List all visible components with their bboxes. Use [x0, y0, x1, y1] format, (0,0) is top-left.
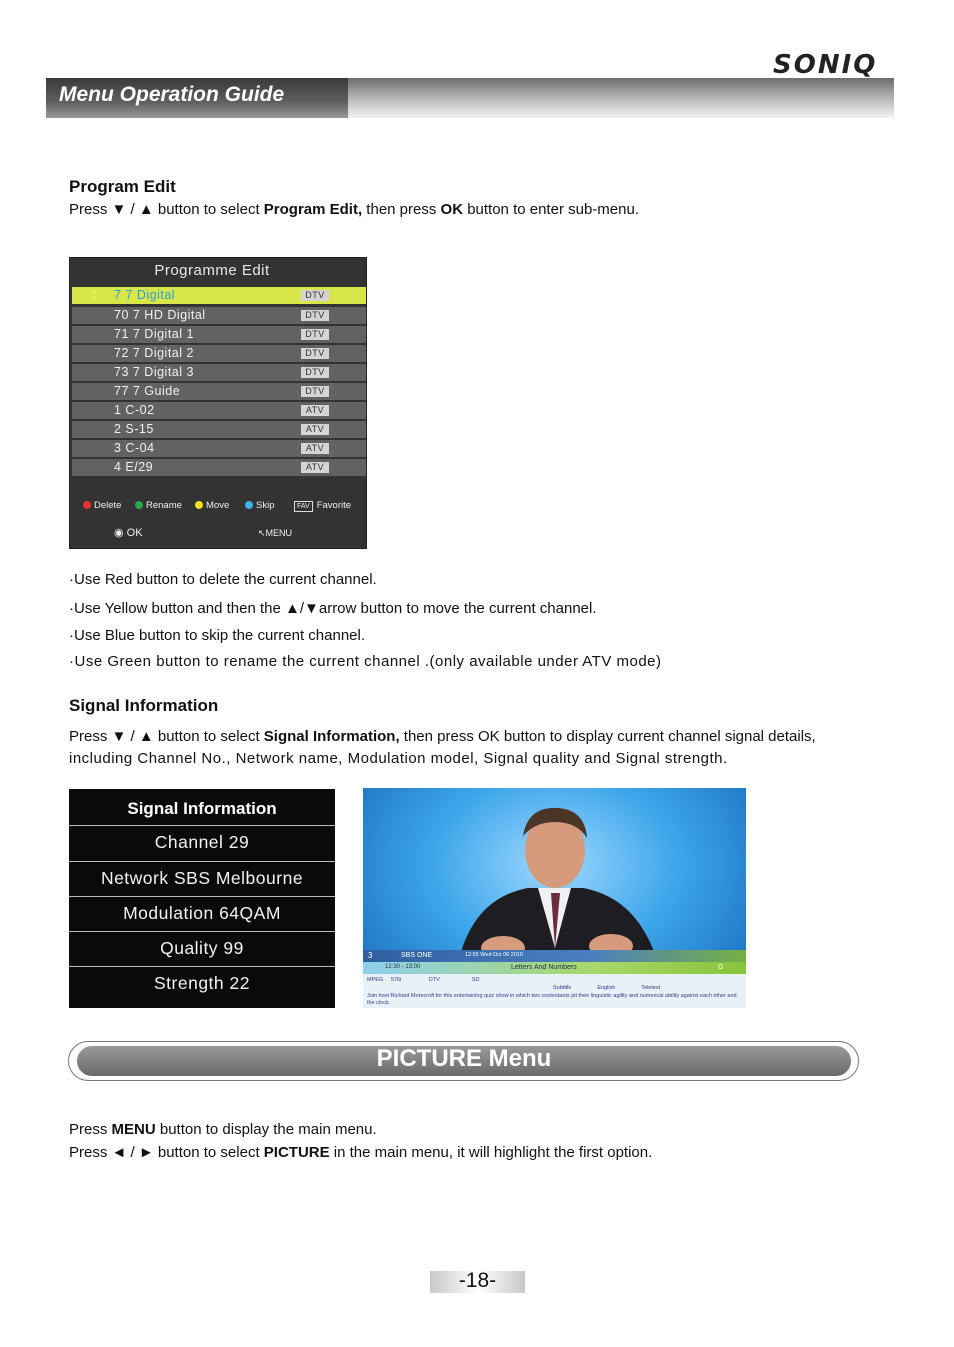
- channel-name: 73 7 Digital 3: [114, 365, 194, 379]
- channel-list-item[interactable]: [72, 307, 366, 324]
- channel-type-badge: DTV: [301, 367, 329, 378]
- channel-type-badge: ATV: [301, 462, 329, 473]
- signal-row-modulation: Modulation 64QAM: [69, 896, 335, 930]
- programme-edit-title: Programme Edit: [154, 262, 270, 279]
- program-edit-heading: Program Edit: [69, 177, 176, 196]
- channel-type-badge: DTV: [301, 290, 329, 301]
- note-yellow: ·Use Yellow button and then the ▲/▼arrow button to move the current channel.: [69, 600, 597, 617]
- signal-row-network: Network SBS Melbourne: [69, 861, 335, 895]
- signal-row-channel: Channel 29: [69, 825, 335, 859]
- signal-information-instruction: Press ▼ / ▲ button to select Signal Information, then press OK button to display current channel signal details,: [69, 728, 816, 745]
- channel-name: 72 7 Digital 2: [114, 346, 194, 360]
- programme-edit-panel: [69, 257, 367, 549]
- ok-button-icon: ◉: [114, 527, 124, 539]
- channel-type-badge: DTV: [301, 386, 329, 397]
- signal-information-title: Signal Information: [127, 799, 277, 818]
- channel-list-item[interactable]: [72, 459, 366, 476]
- legend-delete: Delete: [83, 500, 121, 511]
- picture-menu-line2: Press ◄ / ► button to select PICTURE in the main menu, it will highlight the first option.: [69, 1144, 653, 1161]
- channel-name: 77 7 Guide: [114, 384, 181, 398]
- channel-list-item[interactable]: [72, 345, 366, 362]
- channel-name: 7 7 Digital: [114, 288, 176, 302]
- channel-list-item[interactable]: [72, 287, 366, 304]
- channel-list-item[interactable]: [72, 326, 366, 343]
- osd-program-bar: 12:30 - 13:00 Letters And Numbers G: [363, 962, 746, 974]
- channel-type-badge: DTV: [301, 348, 329, 359]
- yellow-dot-icon: [195, 501, 203, 509]
- osd-details: MPEG 576i DTV SD Subtitle English Teletext Join host Richard Morecroft for this entertaining quiz show in which two contestants pit their linguistic agility and numerical ability against each other and the clock.: [363, 974, 746, 1008]
- channel-name: 4 E/29: [114, 460, 154, 474]
- channel-name: 70 7 HD Digital: [114, 308, 206, 322]
- channel-list-item[interactable]: [72, 383, 366, 400]
- channel-type-badge: DTV: [301, 329, 329, 340]
- channel-type-badge: ATV: [301, 424, 329, 435]
- channel-list-item[interactable]: [72, 440, 366, 457]
- legend-move: Move: [195, 500, 229, 511]
- green-dot-icon: [135, 501, 143, 509]
- page-title: Menu Operation Guide: [59, 83, 285, 106]
- signal-row-quality: Quality 99: [69, 931, 335, 965]
- channel-list-item[interactable]: [72, 364, 366, 381]
- brand-logo: SONIQ: [773, 50, 878, 80]
- channel-list-item[interactable]: [72, 421, 366, 438]
- signal-information-instruction-line2: including Channel No., Network name, Modulation model, Signal quality and Signal strength.: [69, 750, 728, 767]
- signal-row-strength: Strength 22: [69, 966, 335, 1000]
- channel-name: 1 C-02: [114, 403, 155, 417]
- selected-marker-icon: :: [92, 287, 96, 301]
- legend-favorite: FAV Favorite: [294, 500, 351, 512]
- note-blue: ·Use Blue button to skip the current channel.: [69, 627, 366, 644]
- channel-type-badge: ATV: [301, 443, 329, 454]
- tv-screenshot: [363, 788, 746, 1008]
- legend-rename: Rename: [135, 500, 182, 511]
- fav-icon: FAV: [294, 501, 313, 512]
- channel-name: 3 C-04: [114, 441, 155, 455]
- legend-menu: ↖MENU: [258, 528, 293, 538]
- signal-information-heading: Signal Information: [69, 696, 219, 715]
- channel-name: 2 S-15: [114, 422, 154, 436]
- note-green: ·Use Green button to rename the current channel .(only available under ATV mode): [69, 653, 662, 670]
- channel-type-badge: ATV: [301, 405, 329, 416]
- picture-menu-line1: Press MENU button to display the main menu.: [69, 1121, 377, 1138]
- note-red: ·Use Red button to delete the current channel.: [69, 571, 377, 588]
- channel-name: 71 7 Digital 1: [114, 327, 194, 341]
- red-dot-icon: [83, 501, 91, 509]
- program-edit-instruction: Press ▼ / ▲ button to select Program Edit, then press OK button to enter sub-menu.: [69, 201, 639, 218]
- page-number: -18-: [458, 1269, 497, 1292]
- picture-menu-title: PICTURE Menu: [376, 1045, 552, 1072]
- channel-list-item[interactable]: [72, 402, 366, 419]
- signal-information-panel: [69, 789, 335, 1008]
- osd-channel-bar: 3 SBS ONE 12:55 Wed Oct 06 2010: [363, 950, 746, 962]
- channel-type-badge: DTV: [301, 310, 329, 321]
- blue-dot-icon: [245, 501, 253, 509]
- legend-skip: Skip: [245, 500, 274, 511]
- back-arrow-icon: ↖: [258, 528, 266, 538]
- legend-ok: ◉ OK: [114, 527, 143, 539]
